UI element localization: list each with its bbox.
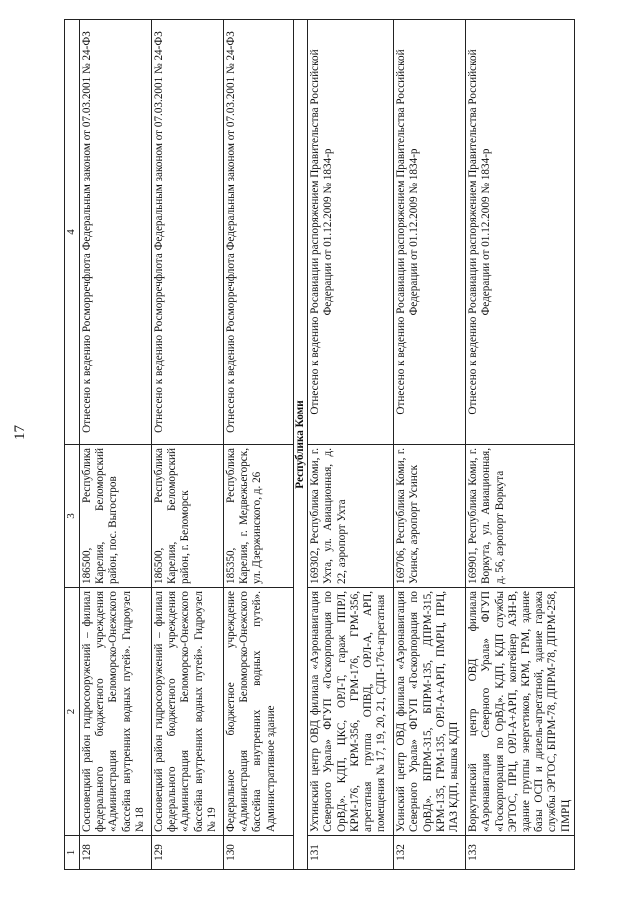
object-description: Усинский центр ОВД филиала «Аэронавигация Северного Урала» ФГУП «Госкорпорация по ОрВД». БПРМ-315, БПРМ-135, ДПРМ-315, КРМ-135, ГРМ-135, ОРЛ-А+АРП, ПМРЦ, ПРЦ, ЛАЗ КДП, вышка КДП: [394, 588, 466, 836]
row-number: 132: [394, 836, 466, 870]
table-row: [394, 20, 466, 870]
document-table-container: [64, 20, 604, 870]
table-row: [308, 20, 394, 870]
column-number: 4: [65, 20, 80, 445]
object-address: 186500, Республика Карелия, Беломорский район, г. Беломорск: [152, 445, 224, 588]
row-number: 130: [224, 836, 294, 870]
jurisdiction-note: Отнесено к ведению Росавиации распоряжением Правительства Российской Федерации от 01.12.2009 № 1834-р: [308, 20, 394, 445]
jurisdiction-note: Отнесено к ведению Росморречфлота Федеральным законом от 07.03.2001 № 24-ФЗ: [152, 20, 224, 445]
row-number: 133: [466, 836, 575, 870]
column-number: 1: [65, 836, 80, 870]
column-number: 2: [65, 588, 80, 836]
row-number: 128: [80, 836, 152, 870]
object-address: 169901, Республика Коми, г. Воркута, ул. Авиационная, д. 56, аэропорт Воркута: [466, 445, 575, 588]
jurisdiction-note: Отнесено к ведению Росавиации распоряжением Правительства Российской Федерации от 01.12.2009 № 1834-р: [466, 20, 575, 445]
object-address: 186500, Республика Карелия, Беломорский район, пос. Выгостров: [80, 445, 152, 588]
region-row: [294, 20, 308, 870]
object-description: Сосновецкий район гидросооружений – филиал федерального бюджетного учреждения «Администрация Беломорско-Онежского бассейна внутренних водных путей». Гидроузел № 19: [152, 588, 224, 836]
object-address: 169706, Республика Коми, г. Усинск, аэропорт Усинск: [394, 445, 466, 588]
table-row: [80, 20, 152, 870]
object-description: Сосновецкий район гидросооружений – филиал федерального бюджетного учреждения «Администрация Беломорско-Онежского бассейна внутренних водных путей». Гидроузел № 18: [80, 588, 152, 836]
column-number: 3: [65, 445, 80, 588]
jurisdiction-note: Отнесено к ведению Росморречфлота Федеральным законом от 07.03.2001 № 24-ФЗ: [80, 20, 152, 445]
jurisdiction-note: Отнесено к ведению Росморречфлота Федеральным законом от 07.03.2001 № 24-ФЗ: [224, 20, 294, 445]
table-row: [152, 20, 224, 870]
object-description: Ухтинский центр ОВД филиала «Аэронавигация Северного Урала» ФГУП «Госкорпорация по ОрВД». КДП, ЦКС, ОРЛ-Т, гараж ППРЛ, КРМ-176, КРМ-356, ГРМ-176, ГРМ-356, агрегатная группа ОПВД, ОРЛ-А, АРП, помещения № 17, 19, 20, 21, СДП-176+агрегатная: [308, 588, 394, 836]
table-row: [224, 20, 294, 870]
objects-table: [64, 19, 575, 870]
row-number: 129: [152, 836, 224, 870]
object-description: Федеральное бюджетное учреждение «Администрация Беломорско-Онежского бассейна внутренних водных путей». Административное здание: [224, 588, 294, 836]
object-address: 185350, Республика Карелия, г. Медвежьегорск, ул. Дзержинского, д. 26: [224, 445, 294, 588]
column-number-row: [65, 20, 80, 870]
object-description: Воркутинский центр ОВД филиала «Аэронавигация Северного Урала» ФГУП «Госкорпорация по ОрВД». КДП, КДП службы ЭРТОС, ПРЦ, ОРЛ-А+АРП, контейнер АЗН-В, здание группы энергетиков, КРМ, ГРМ, здание базы ОСП и дизель-агрегатной, здание гаража службы ЭРТОС, БПРМ-78, ДПРМ-78, ДПРМ-258, ПМРЦ: [466, 588, 575, 836]
region-header: Республика Коми: [294, 20, 308, 870]
jurisdiction-note: Отнесено к ведению Росавиации распоряжением Правительства Российской Федерации от 01.12.2009 № 1834-р: [394, 20, 466, 445]
page-number: 17: [12, 425, 28, 440]
row-number: 131: [308, 836, 394, 870]
object-address: 169302, Республика Коми, г. Ухта, ул. Авиационная, д. 22, аэропорт Ухта: [308, 445, 394, 588]
table-row: [466, 20, 575, 870]
